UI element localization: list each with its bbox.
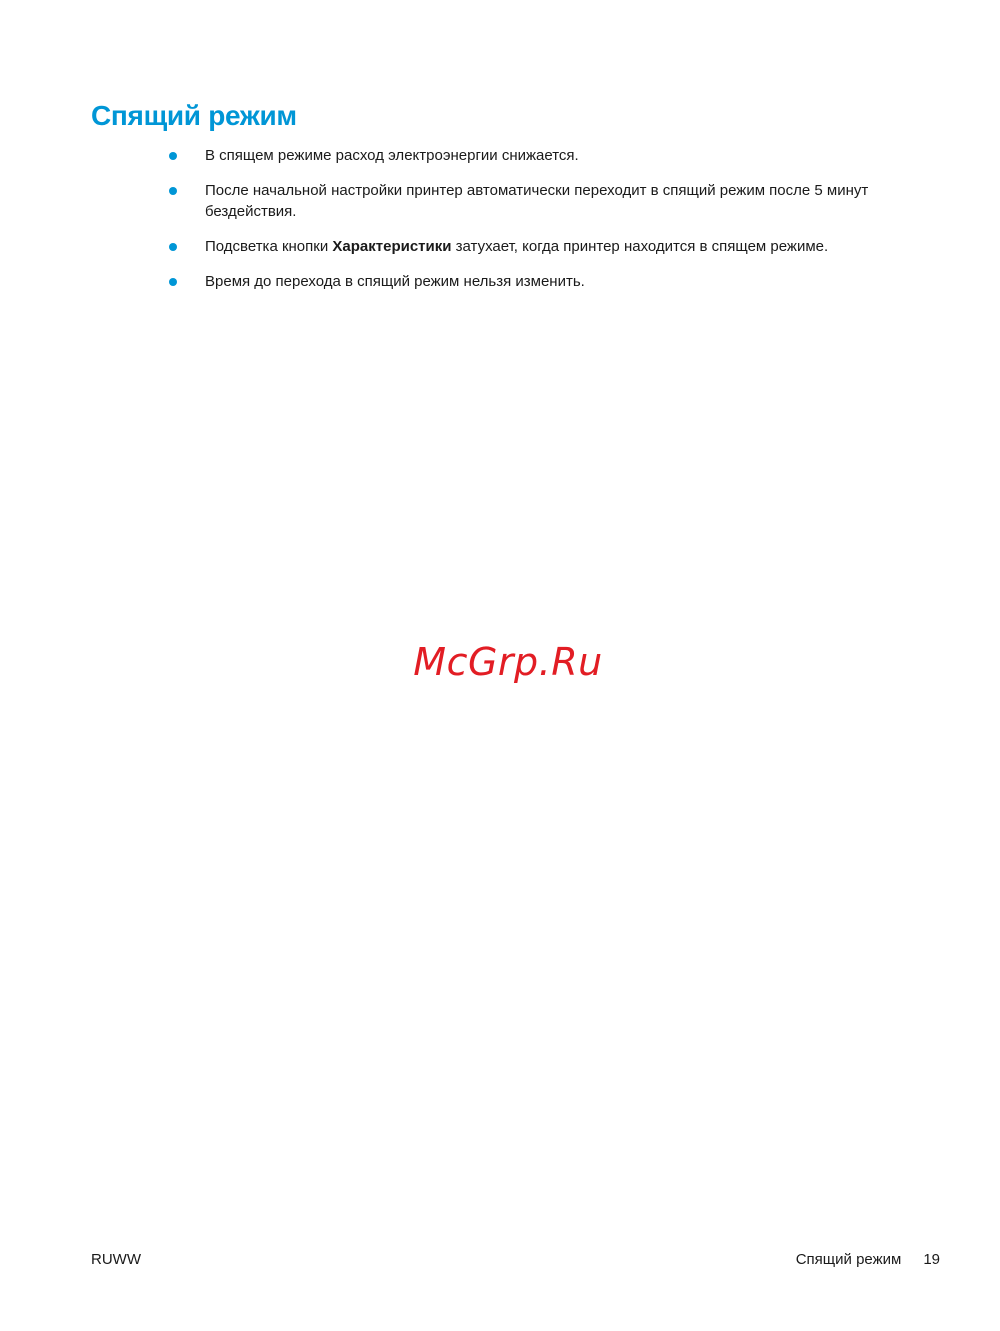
bullet-icon <box>169 243 177 251</box>
bullet-icon <box>169 187 177 195</box>
list-item-text: Подсветка кнопки <box>205 238 333 255</box>
footer-section-title: Спящий режим <box>795 1251 902 1268</box>
list-item-text: Время до перехода в спящий режим нельзя изменить. <box>205 273 585 290</box>
bullet-icon <box>169 278 177 286</box>
list-item <box>166 145 926 166</box>
list-item <box>166 180 926 222</box>
list-item-bold-term: Характеристики <box>332 238 452 255</box>
list-item-text: После начальной настройки принтер автоматически переходит в спящий режим после 5 минут бездействия. <box>205 182 869 220</box>
footer-section <box>796 1250 940 1270</box>
list-item-text-cont: затухает, когда принтер находится в спящем режиме. <box>451 238 829 255</box>
bullet-list <box>166 145 926 306</box>
page-title: Спящий режим <box>91 100 297 131</box>
page-number: 19 <box>923 1251 940 1268</box>
list-item-text: В спящем режиме расход электроэнергии снижается. <box>205 147 579 164</box>
list-item <box>166 236 926 257</box>
bullet-icon <box>169 152 177 160</box>
footer-doc-code: RUWW <box>91 1251 141 1268</box>
watermark: McGrp.Ru <box>413 640 603 684</box>
list-item <box>166 271 926 292</box>
